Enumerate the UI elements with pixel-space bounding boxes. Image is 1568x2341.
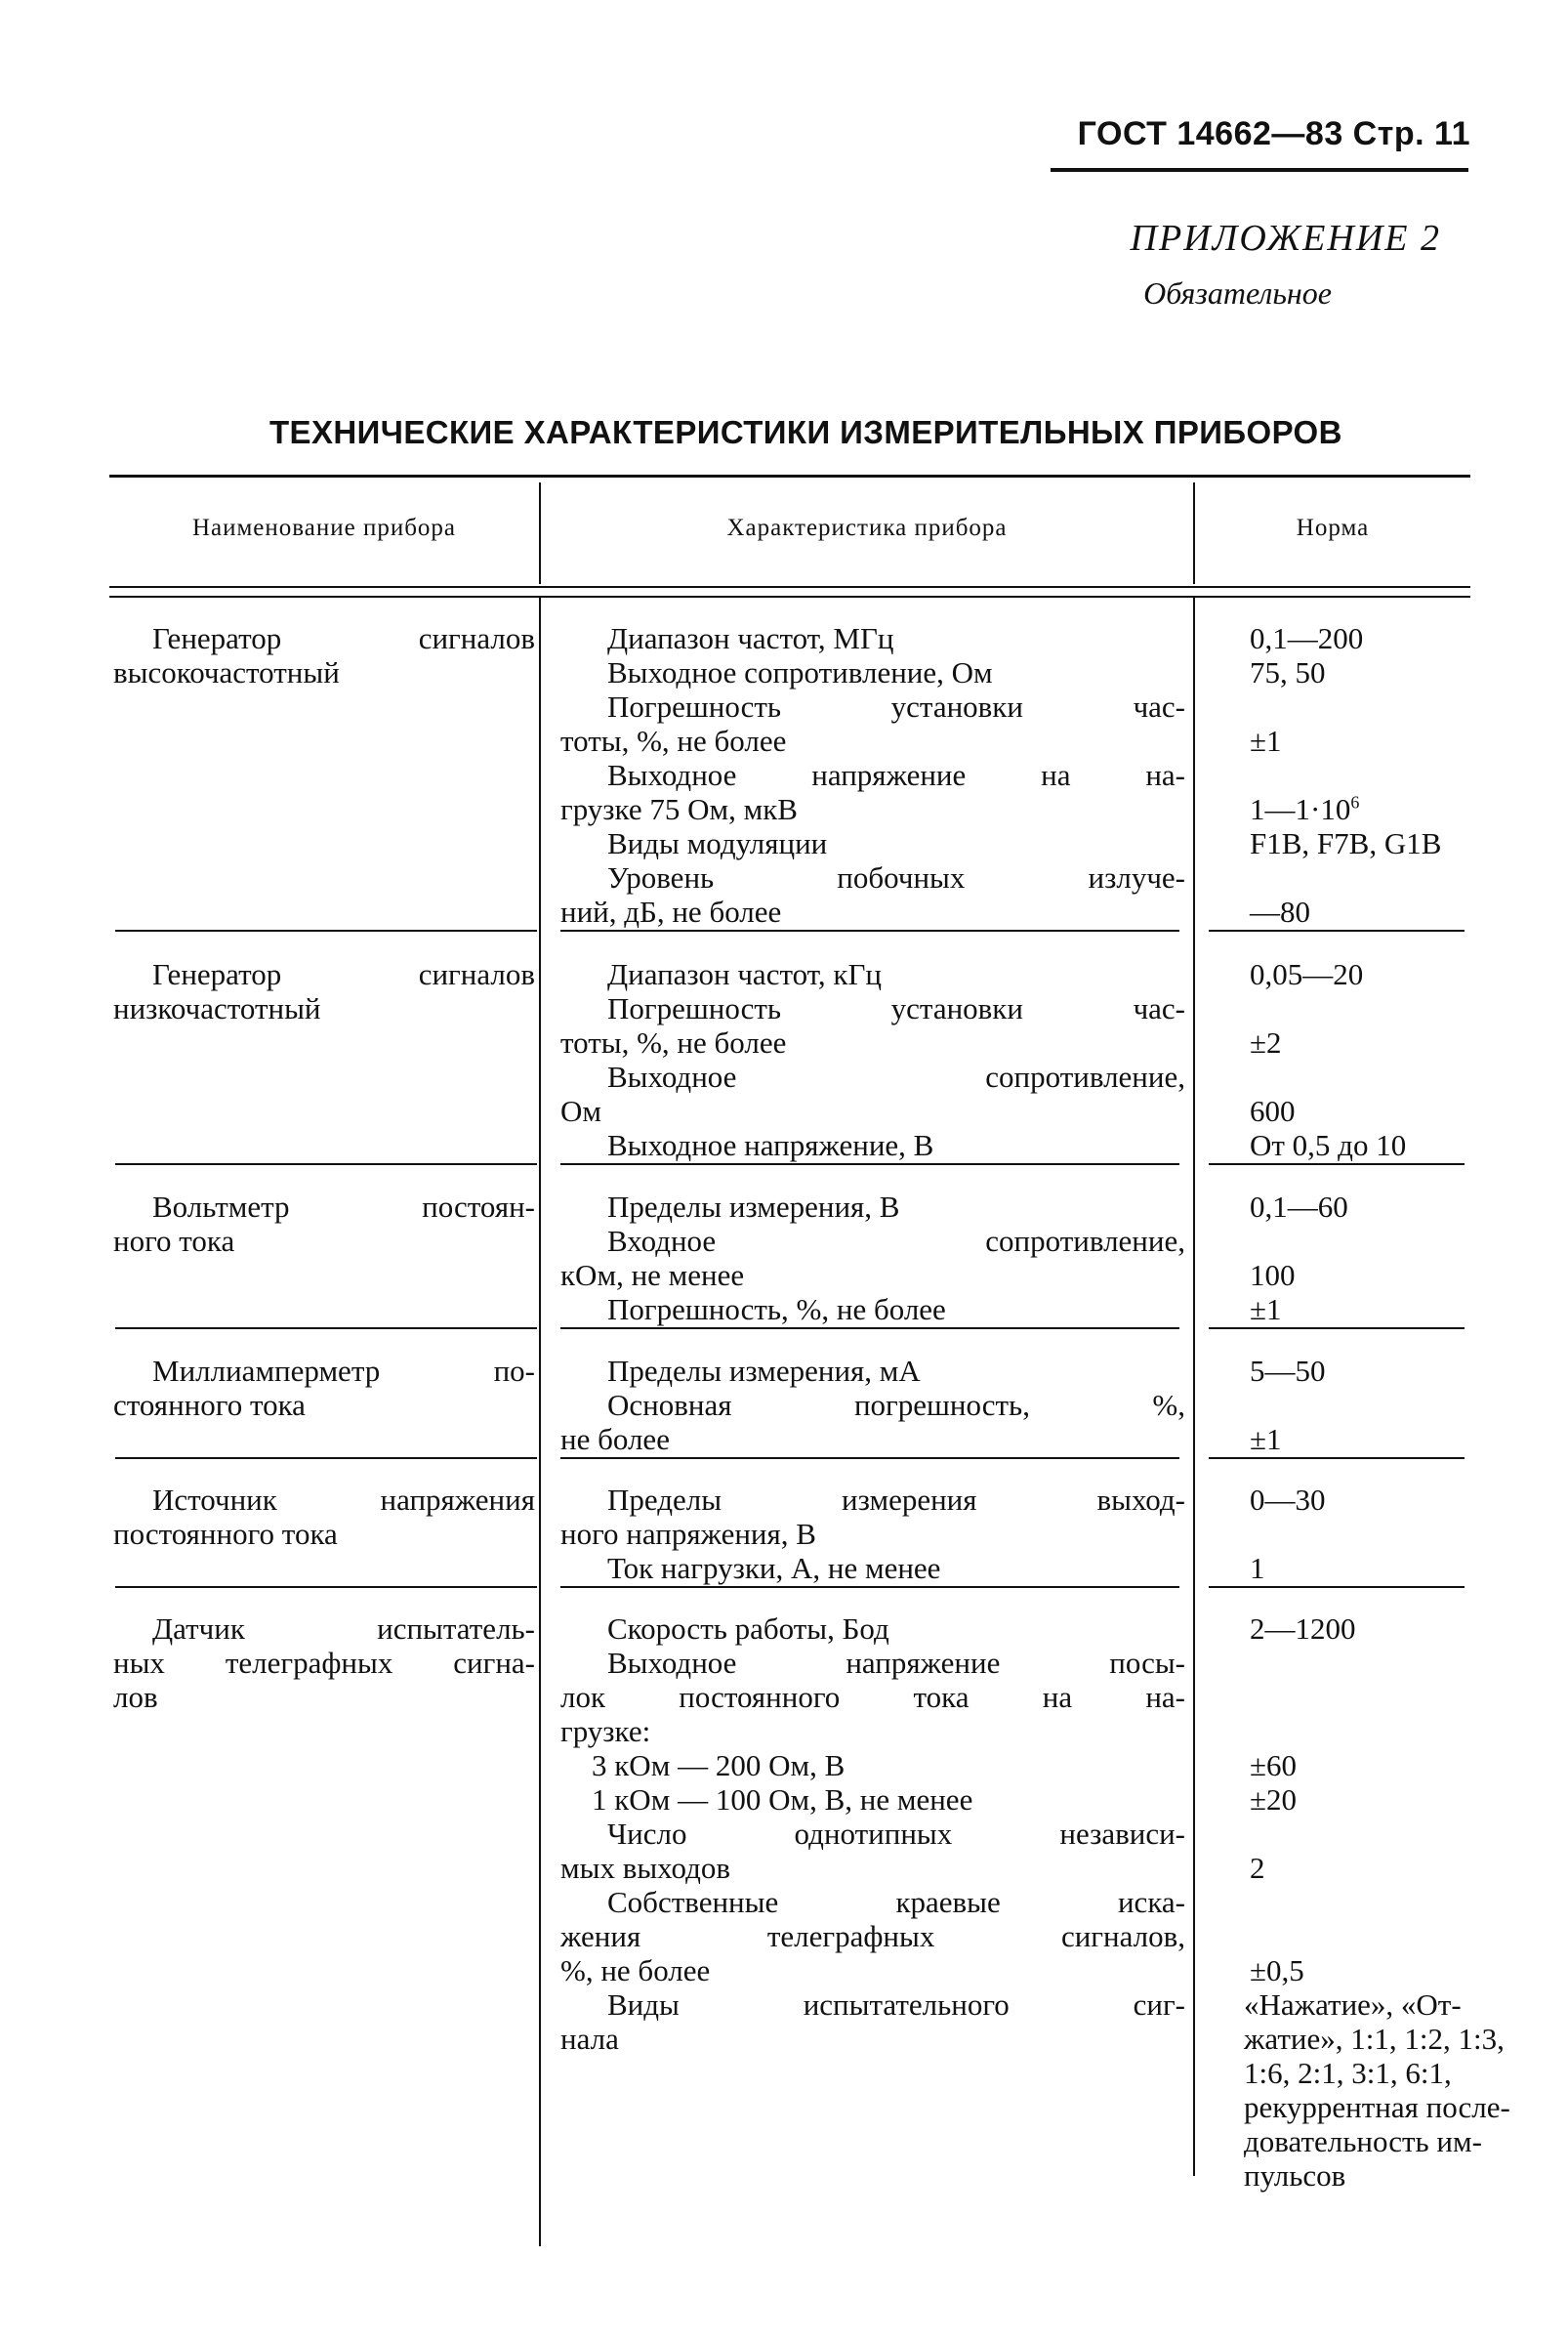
instrument-name	[113, 1190, 535, 1258]
characteristic-line: Основная погрешность, %,	[607, 1388, 1185, 1422]
norm-value: 1—1·10	[1250, 792, 1351, 826]
characteristic-line: ний, дБ, не более	[560, 895, 782, 929]
characteristic-line: грузке 75 Ом, мкВ	[560, 792, 798, 826]
characteristic-line: Виды модуляции	[607, 826, 828, 860]
characteristic-line: Виды испытательного сиг-	[607, 1987, 1185, 2022]
norm-value: 2—1200	[1250, 1611, 1356, 1646]
characteristic-line: 1 кОм — 100 Ом, В, не менее	[592, 1782, 973, 1817]
name-line: ного тока	[113, 1224, 235, 1258]
name-line: Миллиамперметр по-	[152, 1354, 535, 1388]
characteristic-line: мых выходов	[560, 1851, 730, 1885]
norm-value: ±0,5	[1250, 1953, 1304, 1987]
characteristic-line: %, не более	[560, 1953, 711, 1987]
characteristic-line: Скорость работы, Бод	[607, 1611, 889, 1646]
norm-value: ±1	[1250, 1292, 1282, 1326]
name-line: Вольтметр постоян-	[152, 1190, 535, 1224]
header-rule-2	[109, 596, 1470, 598]
norm-value: довательность им-	[1244, 2124, 1482, 2158]
norm-value: 2	[1250, 1851, 1265, 1885]
characteristic-line: Выходное напряжение посы-	[607, 1646, 1185, 1680]
norm-value: 0,1—200	[1250, 621, 1364, 655]
row-separator	[1209, 1586, 1465, 1588]
norm-value: пульсов	[1244, 2158, 1346, 2193]
name-line: Датчик испытатель-	[152, 1611, 535, 1646]
norm-value: 5—50	[1250, 1354, 1326, 1388]
norm-value: жатие», 1:1, 1:2, 1:3,	[1244, 2022, 1505, 2056]
standard-page-reference: ГОСТ 14662—83 Стр. 11	[1077, 115, 1470, 152]
norm-value: ±1	[1250, 1422, 1282, 1456]
row-separator	[115, 1457, 537, 1459]
row-separator	[115, 1163, 537, 1165]
row-separator	[560, 1327, 1179, 1329]
characteristic-line: тоты, %, не более	[560, 724, 787, 758]
characteristic-line: Входное сопротивление,	[607, 1224, 1185, 1258]
characteristic-line: 3 кОм — 200 Ом, В	[592, 1748, 846, 1782]
row-separator	[560, 930, 1179, 932]
characteristic-line: Ток нагрузки, А, не менее	[607, 1551, 941, 1585]
characteristic-line: тоты, %, не более	[560, 1025, 787, 1060]
norm-value: От 0,5 до 10	[1250, 1128, 1407, 1162]
characteristic-line: жения телеграфных сигналов,	[560, 1919, 1185, 1953]
norm-value: рекуррентная после-	[1244, 2090, 1510, 2124]
column-header-characteristic: Характеристика прибора	[726, 515, 1008, 541]
column-divider	[1193, 598, 1195, 2176]
norm-value: ±20	[1250, 1782, 1298, 1817]
characteristic-line: Выходное напряжение, В	[607, 1128, 934, 1162]
characteristic-line: Пределы измерения, В	[607, 1190, 900, 1224]
norm-value: ±2	[1250, 1025, 1282, 1060]
norm-value-with-exponent	[1250, 792, 1359, 826]
instrument-name	[113, 1354, 535, 1422]
norm-value: —80	[1250, 895, 1310, 929]
norm-value: 0,05—20	[1250, 957, 1364, 991]
norm-value: F1B, F7B, G1B	[1250, 826, 1442, 860]
norm-value: ±1	[1250, 724, 1282, 758]
characteristic-line: Диапазон частот, МГц	[607, 621, 894, 655]
instrument-name	[113, 957, 535, 1025]
characteristic-line: ного напряжения, В	[560, 1517, 816, 1551]
characteristic-line: не более	[560, 1422, 670, 1456]
characteristic-line: кОм, не менее	[560, 1258, 745, 1292]
appendix-label: ПРИЛОЖЕНИЕ 2	[1130, 218, 1441, 259]
instrument-name	[113, 621, 535, 690]
characteristic-line: грузке:	[560, 1714, 651, 1748]
name-line: низкочастотный	[113, 991, 321, 1025]
name-line: Генератор сигналов	[152, 957, 535, 991]
characteristic-line: нала	[560, 2022, 619, 2056]
norm-value: «Нажатие», «От-	[1244, 1987, 1462, 2022]
name-line: постоянного тока	[113, 1517, 338, 1551]
norm-value: 75, 50	[1250, 655, 1326, 690]
column-header-name: Наименование прибора	[191, 515, 457, 541]
norm-value: 100	[1250, 1258, 1296, 1292]
characteristic-line: Выходное сопротивление, Ом	[607, 655, 993, 690]
characteristic-line: Пределы измерения выход-	[607, 1483, 1185, 1517]
name-line: высокочастотный	[113, 655, 340, 690]
norm-value: 0—30	[1250, 1483, 1326, 1517]
column-header-norm: Норма	[1296, 515, 1370, 541]
characteristic-line: Выходное напряжение на на-	[607, 758, 1185, 792]
characteristic-line: Погрешность установки час-	[607, 991, 1185, 1025]
row-separator	[1209, 1163, 1465, 1165]
name-line: ных телеграфных сигна-	[113, 1646, 535, 1680]
norm-value: 0,1—60	[1250, 1190, 1348, 1224]
characteristic-line: Выходное сопротивление,	[607, 1060, 1185, 1094]
norm-value: 600	[1250, 1094, 1296, 1128]
characteristic-line: Погрешность установки час-	[607, 690, 1185, 724]
row-separator	[115, 930, 537, 932]
characteristic-line: Собственные краевые иска-	[607, 1885, 1185, 1919]
instrument-name	[113, 1483, 535, 1551]
characteristic-line: Число однотипных независи-	[607, 1817, 1185, 1851]
column-divider	[539, 598, 541, 2246]
row-separator	[560, 1163, 1179, 1165]
norm-value: ±60	[1250, 1748, 1298, 1782]
row-separator	[1209, 1327, 1465, 1329]
instrument-name	[113, 1611, 535, 1714]
row-separator	[1209, 930, 1465, 932]
row-separator	[560, 1586, 1179, 1588]
document-title: ТЕХНИЧЕСКИЕ ХАРАКТЕРИСТИКИ ИЗМЕРИТЕЛЬНЫХ ПРИБОРОВ	[269, 414, 1342, 450]
row-separator	[115, 1586, 537, 1588]
characteristic-line: лок постоянного тока на на-	[560, 1680, 1185, 1714]
name-line: стоянного тока	[113, 1388, 306, 1422]
appendix-status: Обязательное	[1143, 275, 1332, 311]
characteristic-line: Погрешность, %, не более	[607, 1292, 946, 1326]
name-line: лов	[113, 1680, 158, 1714]
name-line: Генератор сигналов	[152, 621, 535, 655]
characteristic-line: Пределы измерения, мА	[607, 1354, 921, 1388]
characteristic-line: Ом	[560, 1094, 602, 1128]
row-separator	[1209, 1457, 1465, 1459]
header-rule	[1051, 168, 1468, 172]
row-separator	[560, 1457, 1179, 1459]
characteristic-line: Уровень побочных излуче-	[607, 860, 1185, 895]
norm-value: 1	[1250, 1551, 1265, 1585]
row-separator	[115, 1327, 537, 1329]
name-line: Источник напряжения	[152, 1483, 535, 1517]
characteristic-line: Диапазон частот, кГц	[607, 957, 882, 991]
norm-value: 1:6, 2:1, 3:1, 6:1,	[1244, 2056, 1452, 2090]
norm-exponent: 6	[1350, 792, 1360, 813]
header-rule-1	[109, 586, 1470, 588]
